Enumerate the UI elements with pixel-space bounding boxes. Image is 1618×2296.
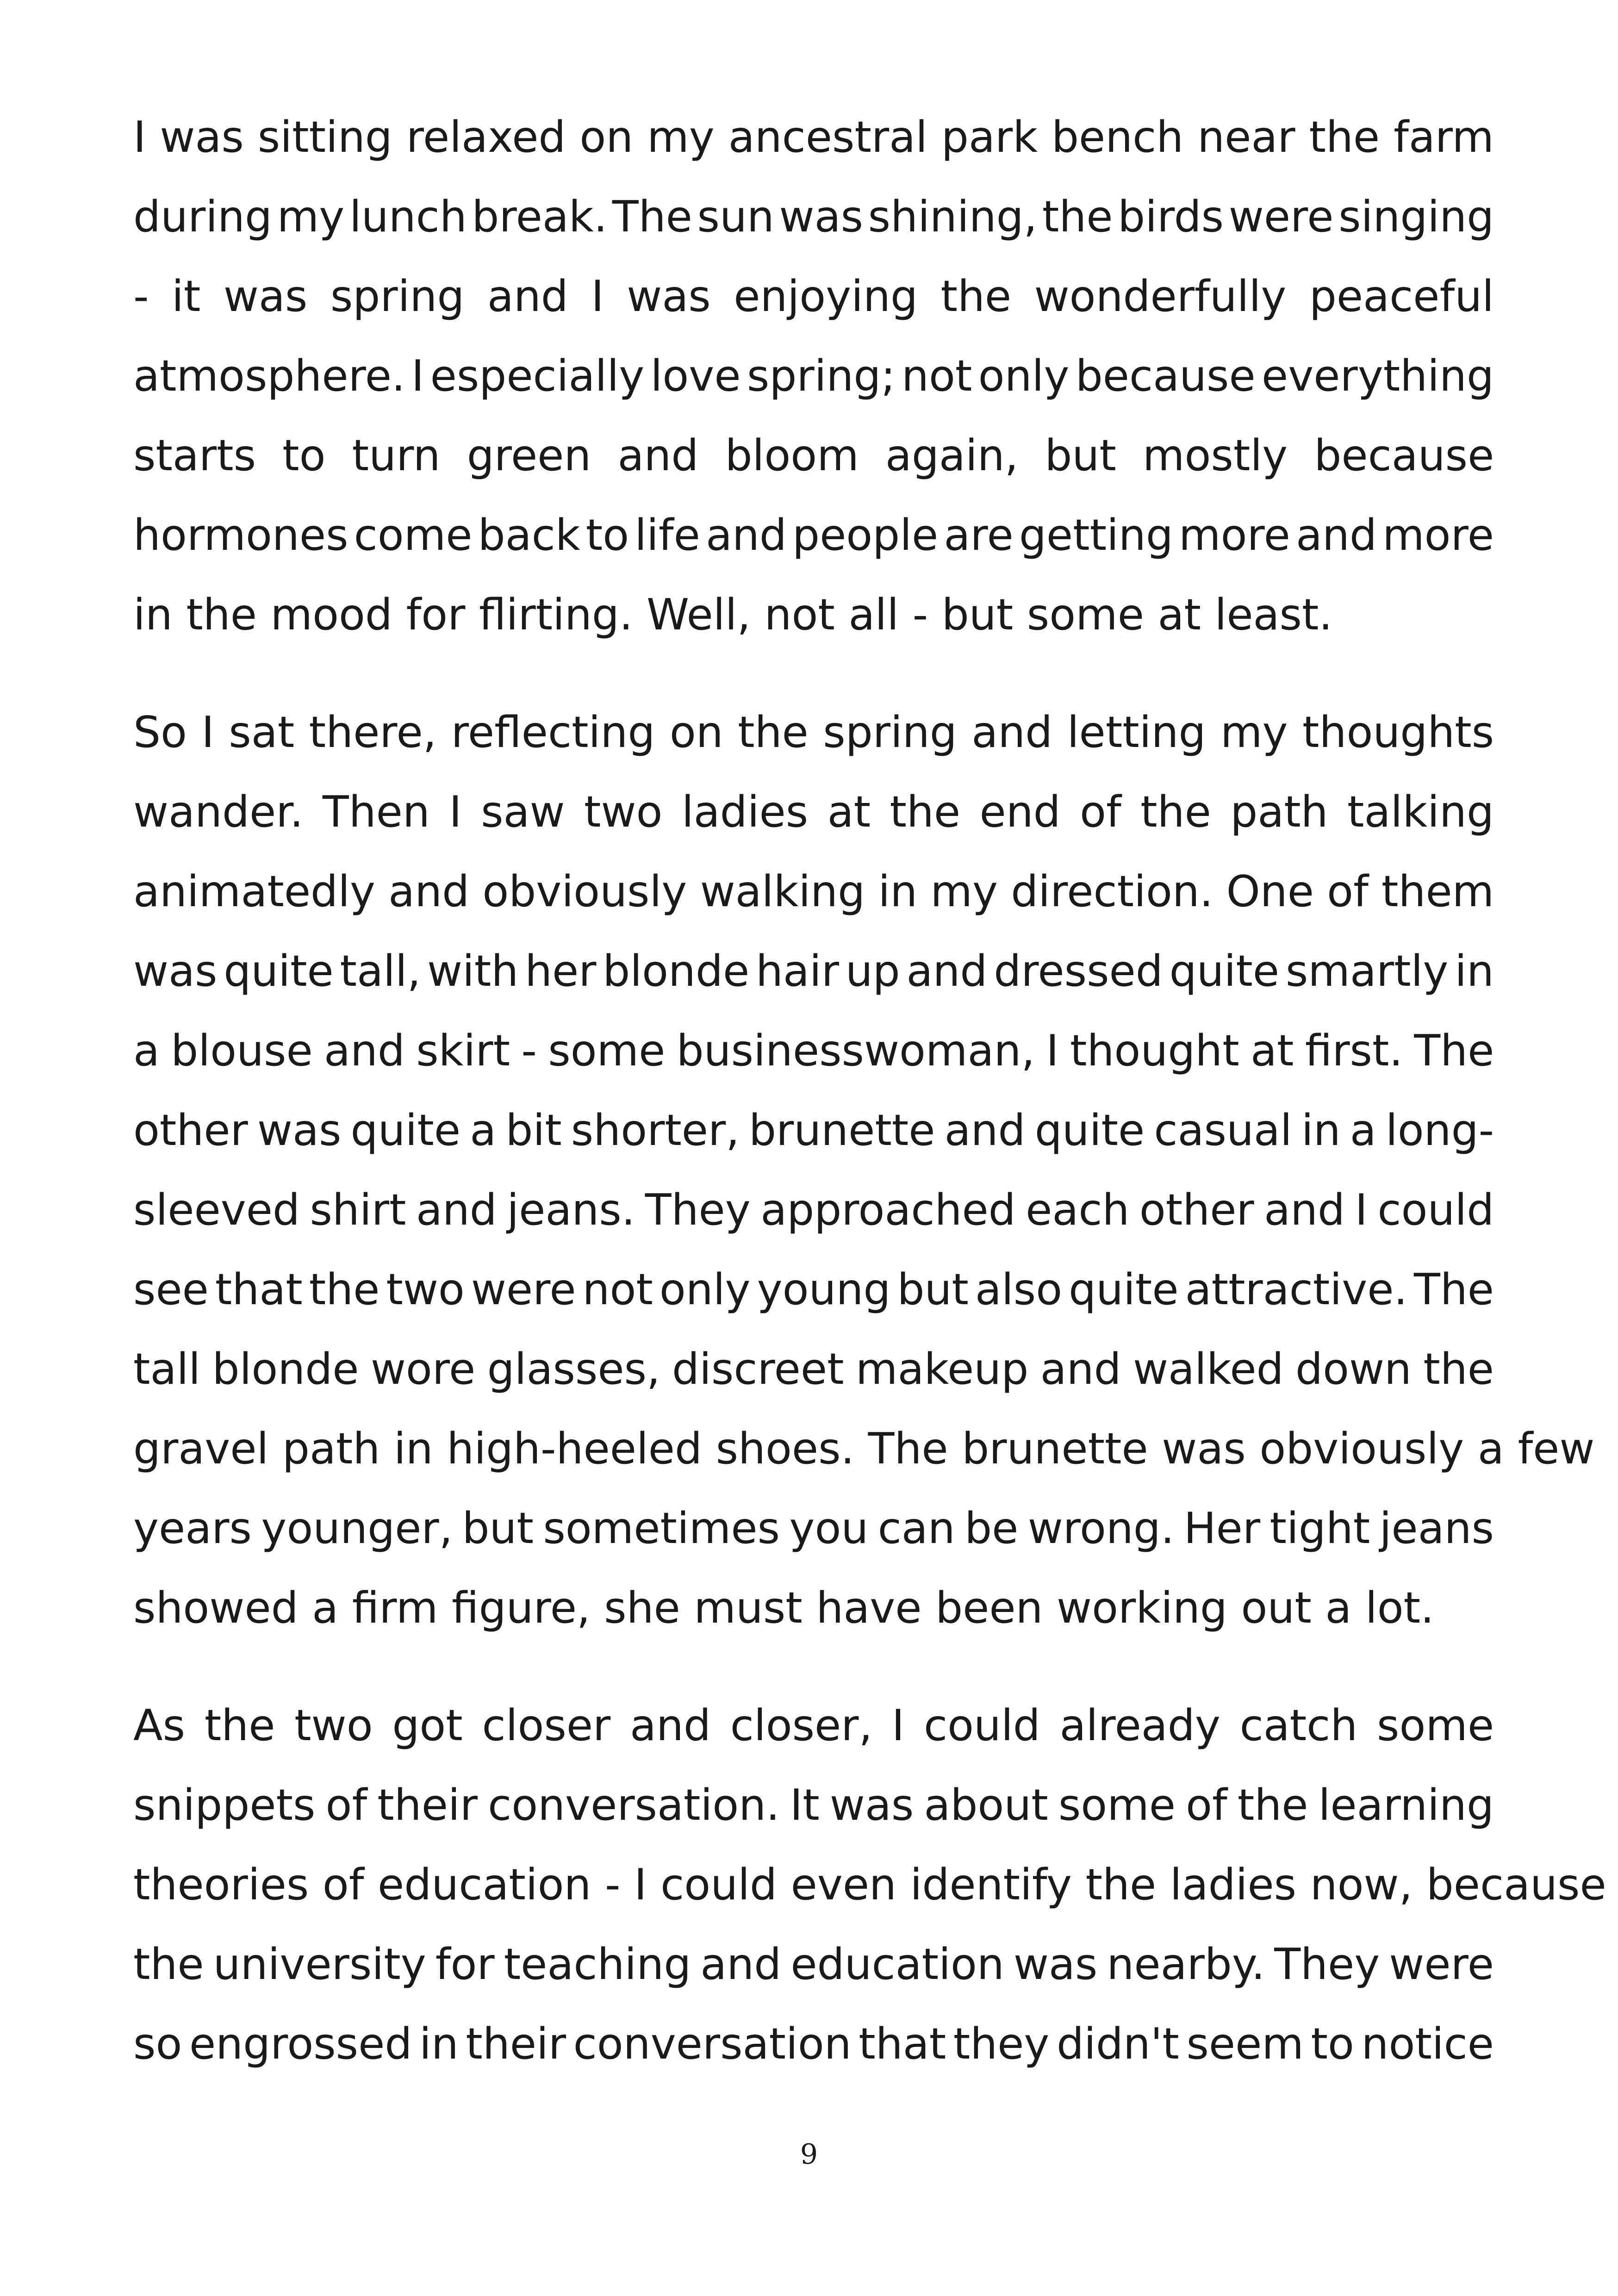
text-line: the university for teaching and education was nearby. They were [133, 1939, 1494, 1989]
text-line: hormones come back to life and people are getting more and more [133, 510, 1494, 560]
text-line: I was sitting relaxed on my ancestral park bench near the farm [133, 112, 1494, 162]
body-text [133, 97, 1606, 2122]
text-line: was quite tall, with her blonde hair up and dressed quite smartly in [133, 946, 1494, 996]
text-line: see that the two were not only young but also quite attractive. The [133, 1264, 1494, 1314]
text-line: starts to turn green and bloom again, but mostly because [133, 430, 1494, 480]
paragraph-3 [133, 1686, 1606, 2084]
text-line: years younger, but sometimes you can be wrong. Her tight jeans [133, 1503, 1494, 1553]
paragraph-1 [133, 97, 1494, 654]
page-number: 9 [800, 2138, 818, 2171]
text-line: wander. Then I saw two ladies at the end of the path talking [133, 787, 1494, 837]
text-line: a blouse and skirt - some businesswoman, I thought at first. The [133, 1026, 1494, 1076]
paragraph-2 [133, 692, 1595, 1648]
text-line: theories of education - I could even identify the ladies now, because [133, 1860, 1606, 1910]
text-line: snippets of their conversation. It was about some of the learning [133, 1780, 1494, 1830]
text-line: animatedly and obviously walking in my direction. One of them [133, 866, 1494, 916]
text-line: - it was spring and I was enjoying the wonderfully peaceful [133, 271, 1494, 321]
text-line: As the two got closer and closer, I could already catch some [133, 1700, 1494, 1750]
text-line: tall blonde wore glasses, discreet makeup and walked down the [133, 1344, 1494, 1394]
text-line: So I sat there, reflecting on the spring and letting my thoughts [133, 707, 1494, 757]
text-line: sleeved shirt and jeans. They approached each other and I could [133, 1185, 1494, 1235]
text-line: showed a firm figure, she must have been working out a lot. [133, 1583, 1434, 1633]
text-line: other was quite a bit shorter, brunette and quite casual in a long- [133, 1105, 1494, 1155]
text-line: gravel path in high-heeled shoes. The brunette was obviously a few [133, 1424, 1595, 1474]
text-line: during my lunch break. The sun was shining, the birds were singing [133, 192, 1494, 242]
text-line: in the mood for flirting. Well, not all - but some at least. [133, 590, 1333, 640]
text-line: so engrossed in their conversation that they didn't seem to notice [133, 2019, 1494, 2069]
text-line: atmosphere. I especially love spring; not only because everything [133, 351, 1494, 401]
